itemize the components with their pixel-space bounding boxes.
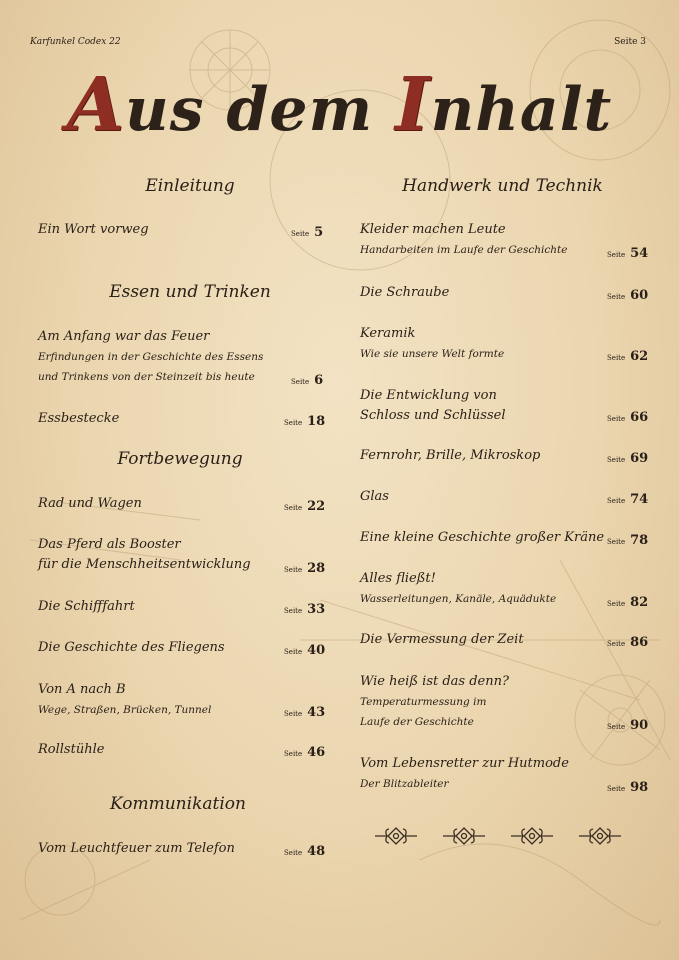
entry-subtitle: Wasserleitungen, Kanäle, Aquädukte xyxy=(360,593,557,605)
toc-entry[interactable] xyxy=(360,569,556,609)
seite-label: Seite xyxy=(607,456,626,464)
publication-name: Karfunkel Codex 22 xyxy=(30,37,121,47)
entry-title: Eine kleine Geschichte großer Kräne xyxy=(360,530,605,545)
section-einleitung: Einleitung xyxy=(145,176,235,196)
section-kommunikation: Kommunikation xyxy=(110,794,246,814)
page-ref xyxy=(284,701,325,720)
page-ref xyxy=(284,410,325,429)
page-ref-number: 98 xyxy=(630,780,649,795)
title-text-1: us dem xyxy=(125,75,395,145)
entry-title: Rollstühle xyxy=(38,742,105,757)
toc-entry[interactable] xyxy=(38,220,149,240)
toc-entry[interactable] xyxy=(360,220,567,260)
page-ref-number: 69 xyxy=(630,451,649,466)
page-ref-number: 43 xyxy=(307,705,326,720)
seite-label: Seite xyxy=(607,538,626,546)
toc-entry[interactable] xyxy=(38,839,235,859)
page-number: Seite 3 xyxy=(614,37,646,47)
toc-entry[interactable] xyxy=(360,672,509,732)
entry-title: Von A nach B xyxy=(38,682,126,697)
entry-subtitle: und Trinkens von der Steinzeit bis heute xyxy=(38,371,255,383)
page-ref-number: 6 xyxy=(314,373,324,388)
entry-title: Schloss und Schlüssel xyxy=(360,408,506,423)
entry-title: Fernrohr, Brille, Mikroskop xyxy=(360,448,541,463)
toc-entry[interactable] xyxy=(360,386,506,426)
entry-title: Kleider machen Leute xyxy=(360,222,506,237)
page-ref xyxy=(284,557,325,576)
toc-entry[interactable] xyxy=(360,487,389,507)
title-initial-a: A xyxy=(66,62,126,148)
seite-label: Seite xyxy=(607,640,626,648)
toc-entry[interactable] xyxy=(360,324,504,364)
toc-entry[interactable] xyxy=(38,740,104,760)
seite-label: Seite xyxy=(607,785,626,793)
seite-label: Seite xyxy=(284,504,303,512)
entry-title: Das Pferd als Booster xyxy=(38,537,181,552)
entry-title: Am Anfang war das Feuer xyxy=(38,329,210,344)
seite-label: Seite xyxy=(284,419,303,427)
entry-title: für die Menschheitsentwicklung xyxy=(38,557,251,572)
page-ref-number: 46 xyxy=(307,745,326,760)
page-ref xyxy=(607,776,648,795)
page-ref xyxy=(607,242,648,261)
ornament-icon xyxy=(443,826,485,846)
entry-title: Die Vermessung der Zeit xyxy=(360,632,524,647)
page-ref xyxy=(284,598,325,617)
page-ref xyxy=(607,447,648,466)
entry-title: Glas xyxy=(360,489,389,504)
toc-entry[interactable] xyxy=(38,597,135,617)
page-ref-number: 18 xyxy=(307,414,326,429)
entry-title: Vom Leuchtfeuer zum Telefon xyxy=(38,841,235,856)
ornament-icon xyxy=(375,826,417,846)
page-ref-number: 40 xyxy=(307,643,326,658)
page-ref-number: 90 xyxy=(630,718,649,733)
entry-title: Vom Lebensretter zur Hutmode xyxy=(360,756,569,771)
entry-title: Die Entwicklung von xyxy=(360,388,497,403)
page-ref xyxy=(607,631,648,650)
toc-entry[interactable] xyxy=(38,494,142,514)
page-ref xyxy=(607,488,648,507)
seite-label: Seite xyxy=(291,378,310,386)
ornament-icon xyxy=(579,826,621,846)
page-ref xyxy=(291,369,323,388)
toc-entry[interactable] xyxy=(360,528,604,548)
page-ref-number: 48 xyxy=(307,844,326,859)
page-ref xyxy=(284,639,325,658)
seite-label: Seite xyxy=(291,230,310,238)
entry-title: Keramik xyxy=(360,326,416,341)
page-ref xyxy=(284,840,325,859)
entry-title: Wie heiß ist das denn? xyxy=(360,674,509,689)
ornament-icon xyxy=(511,826,553,846)
seite-label: Seite xyxy=(607,497,626,505)
entry-subtitle: Wege, Straßen, Brücken, Tunnel xyxy=(38,704,212,716)
entry-title: Essbestecke xyxy=(38,411,120,426)
title-text-2: nhalt xyxy=(430,75,613,145)
toc-entry[interactable] xyxy=(38,409,119,429)
title-initial-i: I xyxy=(394,62,431,148)
entry-subtitle: Der Blitzableiter xyxy=(360,778,449,790)
page-ref-number: 82 xyxy=(630,595,649,610)
toc-entry[interactable] xyxy=(360,446,540,466)
seite-label: Seite xyxy=(607,293,626,301)
entry-title: Die Schifffahrt xyxy=(38,599,135,614)
toc-entry[interactable] xyxy=(38,638,225,658)
seite-label: Seite xyxy=(284,607,303,615)
seite-label: Seite xyxy=(284,566,303,574)
seite-label: Seite xyxy=(607,600,626,608)
page-ref xyxy=(284,495,325,514)
page-title xyxy=(0,62,679,148)
page-ref-number: 60 xyxy=(630,288,649,303)
toc-entry[interactable] xyxy=(360,754,569,794)
page-ref-number: 66 xyxy=(630,410,649,425)
page-ref xyxy=(607,406,648,425)
page-ref xyxy=(607,284,648,303)
entry-title: Die Schraube xyxy=(360,285,450,300)
page-ref xyxy=(607,591,648,610)
page-ref xyxy=(607,345,648,364)
seite-label: Seite xyxy=(284,710,303,718)
page-ref-number: 78 xyxy=(630,533,649,548)
page-ref-number: 22 xyxy=(307,499,326,514)
entry-title: Rad und Wagen xyxy=(38,496,142,511)
section-handwerk-und-technik: Handwerk und Technik xyxy=(402,176,603,196)
entry-title: Ein Wort vorweg xyxy=(38,222,149,237)
toc-entry[interactable] xyxy=(38,327,263,387)
toc-entry[interactable] xyxy=(360,630,524,650)
entry-subtitle: Wie sie unsere Welt formte xyxy=(360,348,505,360)
seite-label: Seite xyxy=(284,648,303,656)
entry-subtitle: Laufe der Geschichte xyxy=(360,716,474,728)
seite-label: Seite xyxy=(607,723,626,731)
seite-label: Seite xyxy=(607,251,626,259)
toc-entry[interactable] xyxy=(38,680,211,720)
section-essen-und-trinken: Essen und Trinken xyxy=(109,282,271,302)
page-ref-number: 28 xyxy=(307,561,326,576)
page-ref-number: 54 xyxy=(630,246,649,261)
seite-label: Seite xyxy=(284,750,303,758)
entry-title: Alles fließt! xyxy=(360,571,436,586)
toc-entry[interactable] xyxy=(360,283,449,303)
seite-label: Seite xyxy=(607,354,626,362)
seite-label: Seite xyxy=(284,849,303,857)
entry-subtitle: Erfindungen in der Geschichte des Essens xyxy=(38,351,264,363)
entry-subtitle: Handarbeiten im Laufe der Geschichte xyxy=(360,244,568,256)
toc-entry[interactable] xyxy=(38,535,251,575)
page-ref-number: 62 xyxy=(630,349,649,364)
entry-title: Die Geschichte des Fliegens xyxy=(38,640,225,655)
page-ref-number: 5 xyxy=(314,225,324,240)
section-fortbewegung: Fortbewegung xyxy=(117,449,243,469)
page-ref-number: 74 xyxy=(630,492,649,507)
page-ref xyxy=(607,714,648,733)
page-ref-number: 33 xyxy=(307,602,326,617)
page-ref xyxy=(291,221,323,240)
page-ref xyxy=(607,529,648,548)
page-ref xyxy=(284,741,325,760)
page-ref-number: 86 xyxy=(630,635,649,650)
seite-label: Seite xyxy=(607,415,626,423)
entry-subtitle: Temperaturmessung im xyxy=(360,696,487,708)
